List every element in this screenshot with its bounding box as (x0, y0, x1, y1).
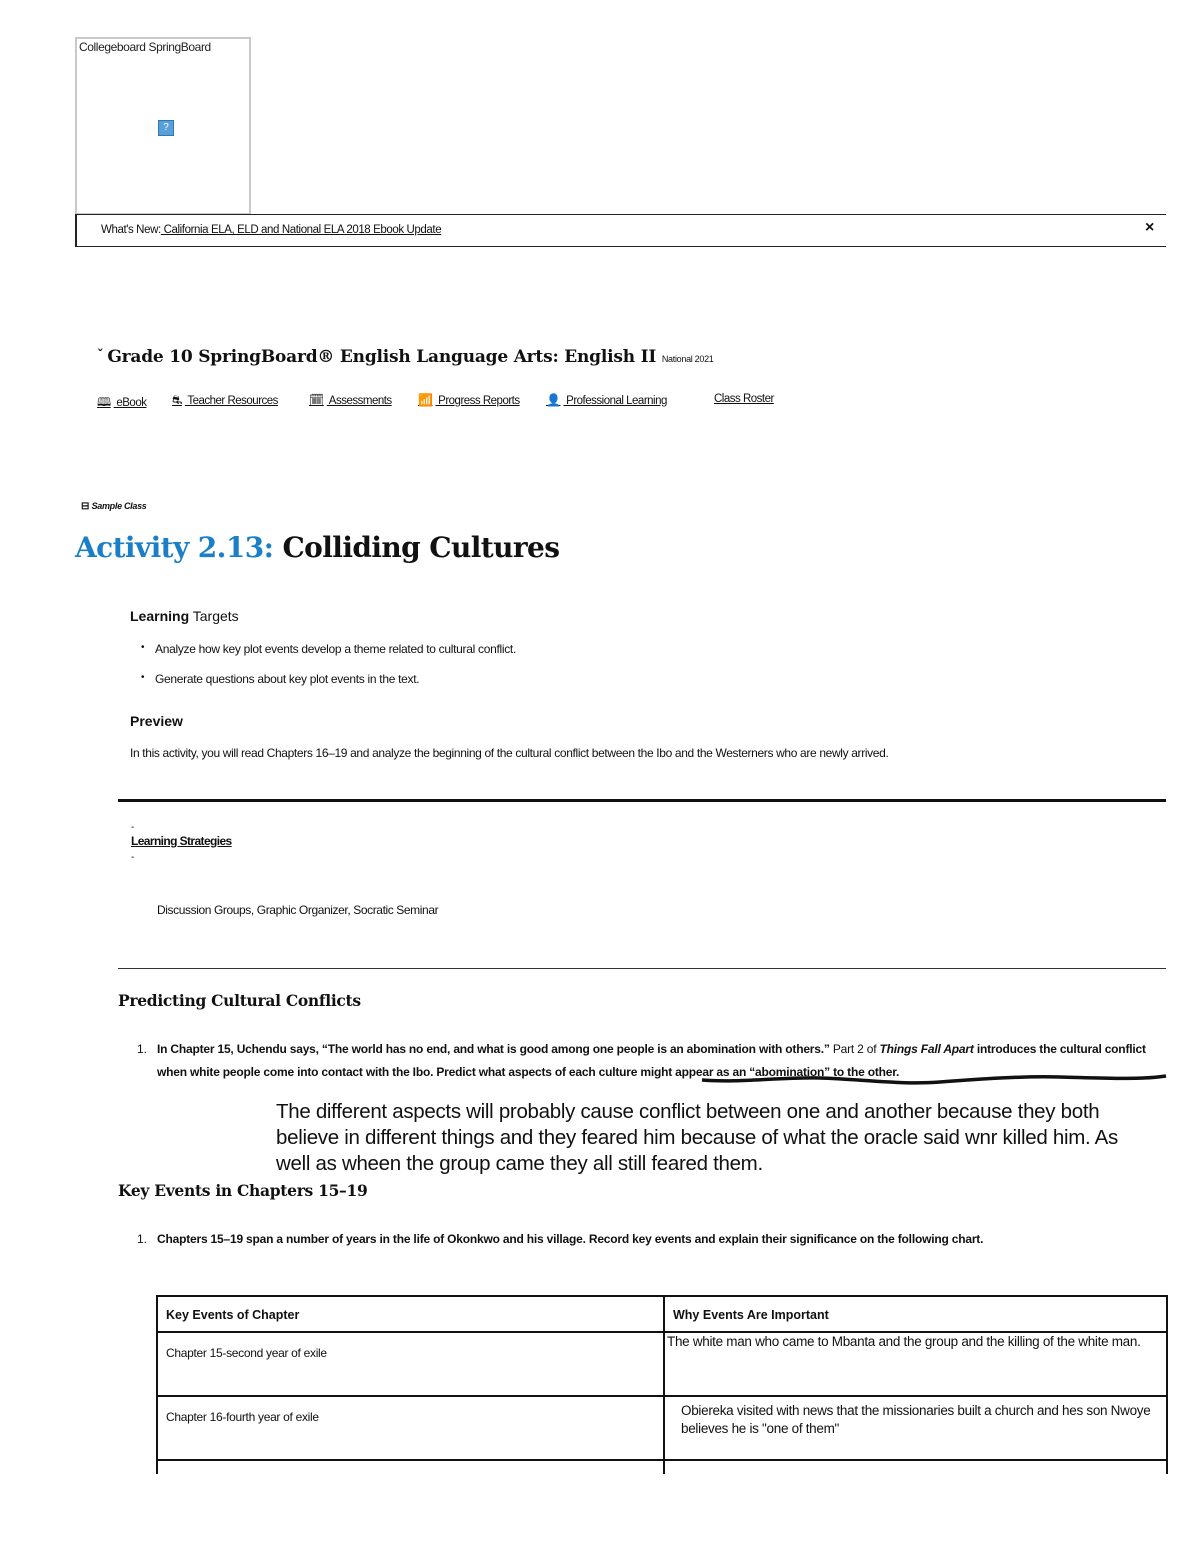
nav-progress-reports-label: Progress Reports (435, 395, 520, 407)
lt-heading-bold: Learning (130, 608, 190, 624)
divider (118, 968, 1166, 969)
whats-new-label: What's New: (101, 224, 161, 236)
nav-professional-learning-label: Professional Learning (563, 395, 667, 407)
course-title-text: Grade 10 SpringBoard® English Language Arts: English II (107, 347, 657, 367)
key-events-table (156, 1295, 1168, 1474)
table-header: Why Events Are Important (664, 1296, 1167, 1332)
ls-dash: - (131, 822, 135, 833)
learning-target-item: • Generate questions about key plot events in the text. (155, 672, 419, 686)
nav-assessments-label: Assessments (326, 395, 392, 407)
ls-dash: - (131, 852, 135, 863)
table-cell-event[interactable]: Chapter 16-fourth year of exile (157, 1396, 664, 1460)
bar-chart-icon: 📶 (418, 393, 433, 407)
book-icon: 🕮 (97, 395, 111, 409)
course-title (97, 347, 714, 367)
table-header: Key Events of Chapter (157, 1296, 664, 1332)
nav-progress-reports[interactable] (418, 393, 520, 407)
table-row (157, 1332, 1167, 1396)
learning-targets-heading (130, 608, 239, 624)
table-cell-why[interactable] (664, 1460, 1167, 1474)
book-title: Things Fall Apart (879, 1042, 974, 1056)
preview-text: In this activity, you will read Chapters 16–19 and analyze the beginning of the cultural conflict between the Ibo and the Westerners who are newly arrived. (130, 746, 889, 760)
nav-class-roster[interactable] (714, 393, 774, 405)
table-row (157, 1460, 1167, 1474)
section-heading-key-events: Key Events in Chapters 15–19 (118, 1181, 368, 1200)
activity-number: Activity 2.13: (75, 531, 274, 564)
handwritten-underline (700, 1068, 1170, 1088)
table-cell-why[interactable]: Obiereka visited with news that the missionaries built a church and hes son Nwoye believes he is "one of them" (664, 1396, 1167, 1460)
nav-assessments[interactable] (309, 393, 392, 407)
preview-heading: Preview (130, 713, 183, 729)
table-cell-why[interactable]: The white man who came to Mbanta and the group and the killing of the white man. (664, 1332, 1167, 1396)
tools-icon: ⛐ (172, 393, 182, 407)
logo-alt-text: Collegeboard SpringBoard (79, 40, 211, 54)
calendar-icon: 🗓 (309, 393, 324, 407)
learning-strategies-title[interactable]: Learning Strategies (131, 834, 232, 848)
nav-ebook[interactable] (97, 393, 146, 414)
question-prompt: Chapters 15–19 span a number of years in the life of Okonkwo and his village. Record key events and explain their significance on the following chart. (157, 1232, 984, 1246)
logo (75, 37, 251, 215)
page-title (75, 531, 559, 564)
lt-heading-rest: Targets (189, 608, 239, 624)
chevron-down-icon[interactable]: ˇ (97, 348, 104, 363)
nav-teacher-resources[interactable] (172, 393, 278, 409)
question-number: 1. (137, 1232, 148, 1246)
class-name: Sample Class (91, 501, 147, 511)
whats-new-text (101, 224, 441, 236)
question-number: 1. (137, 1042, 148, 1056)
broken-image-icon: ? (158, 120, 174, 136)
class-selector[interactable] (81, 501, 147, 512)
table-header-row (157, 1296, 1167, 1332)
question-prompt: introduces the cultural conflict when white people come into contact with the Ibo. Predict what aspects of each culture might appear as an “abomination” to the other. (157, 1042, 1146, 1079)
question-part: Part 2 of (829, 1042, 880, 1056)
learning-strategies-list: Discussion Groups, Graphic Organizer, Socratic Seminar (157, 903, 439, 917)
divider (118, 799, 1166, 802)
nav-class-roster-label: Class Roster (714, 393, 774, 405)
learning-target-item: • Analyze how key plot events develop a theme related to cultural conflict. (155, 642, 516, 656)
class-icon: ⊟ (81, 501, 92, 512)
table-cell-event[interactable] (157, 1460, 664, 1474)
question-text (157, 1228, 1172, 1251)
activity-title: Colliding Cultures (273, 531, 560, 564)
nav-professional-learning[interactable] (546, 393, 667, 407)
question-quote: In Chapter 15, Uchendu says, “The world has no end, and what is good among one people is an abomination with others.” (157, 1042, 830, 1056)
table-cell-event[interactable]: Chapter 15-second year of exile (157, 1332, 664, 1396)
section-heading-predicting: Predicting Cultural Conflicts (118, 991, 361, 1010)
close-icon[interactable]: × (1145, 219, 1155, 236)
whats-new-link[interactable]: California ELA, ELD and National ELA 2018 Ebook Update (160, 224, 442, 236)
nav-ebook-label: eBook (113, 397, 147, 409)
user-icon: 👤 (546, 393, 561, 407)
table-row (157, 1396, 1167, 1460)
course-edition: National 2021 (661, 354, 714, 364)
nav-teacher-resources-label: Teacher Resources (184, 395, 278, 407)
whats-new-bar (75, 214, 1166, 247)
answer-text[interactable]: The different aspects will probably cause conflict between one and another because they both believe in different things and they feared him because of what the oracle said wnr killed him. As well as wheen the group came they all still feared them. (276, 1100, 1118, 1175)
